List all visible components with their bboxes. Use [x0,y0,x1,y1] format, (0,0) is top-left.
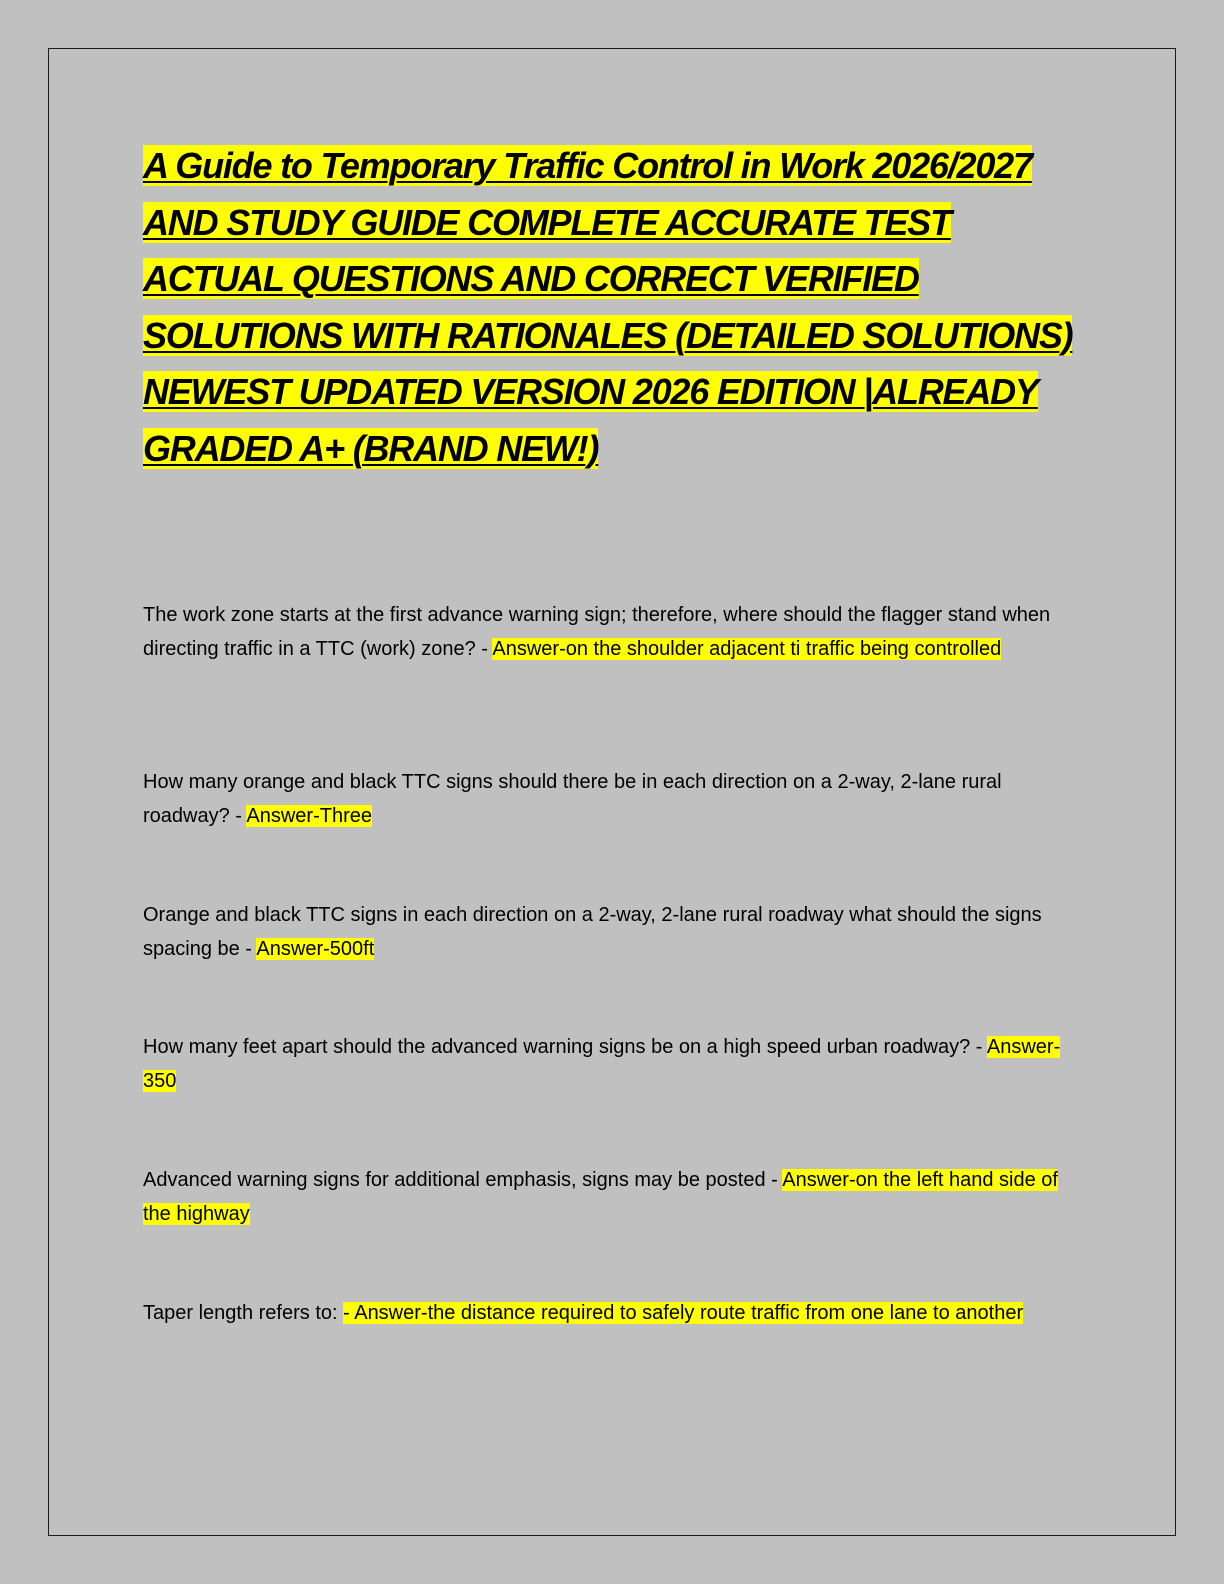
answer-text: Answer-350 [143,1036,1061,1092]
qa-item [143,1296,1078,1330]
qa-item [143,1163,1078,1231]
answer-text: Answer-Three [246,805,372,827]
question-text: The work zone starts at the first advance warning sign; therefore, where should the flagger stand when directing traffic in a TTC (work) zone? - [143,604,1051,660]
question-text: How many feet apart should the advanced warning signs be on a high speed urban roadway? - [143,1036,987,1058]
question-text: Orange and black TTC signs in each direction on a 2-way, 2-lane rural roadway what should the signs spacing be - [143,904,1042,960]
answer-text: Answer-on the left hand side of the highway [143,1169,1058,1225]
document-title-text: A Guide to Temporary Traffic Control in Work 2026/2027 AND STUDY GUIDE COMPLETE ACCURATE TEST ACTUAL QUESTIONS AND CORRECT VERIFIED SOLUTIONS WITH RATIONALES (DETAILED SOLUTIONS) NEWEST UPDATED VERSION 2026 EDITION |ALREADY GRADED A+ (BRAND NEW!) [143,145,1073,469]
document-title [143,138,1083,477]
qa-item [143,898,1078,966]
answer-text: Answer-on the shoulder adjacent ti traffic being controlled [492,638,1002,660]
qa-item [143,1030,1078,1098]
question-text: Advanced warning signs for additional emphasis, signs may be posted - [143,1169,783,1191]
answer-text: - Answer-the distance required to safely route traffic from one lane to another [343,1302,1024,1324]
qa-item [143,765,1078,833]
answer-text: Answer-500ft [256,938,375,960]
question-text: How many orange and black TTC signs should there be in each direction on a 2-way, 2-lane rural roadway? - [143,771,1002,827]
qa-item [143,598,1078,666]
question-text: Taper length refers to: [143,1302,344,1324]
